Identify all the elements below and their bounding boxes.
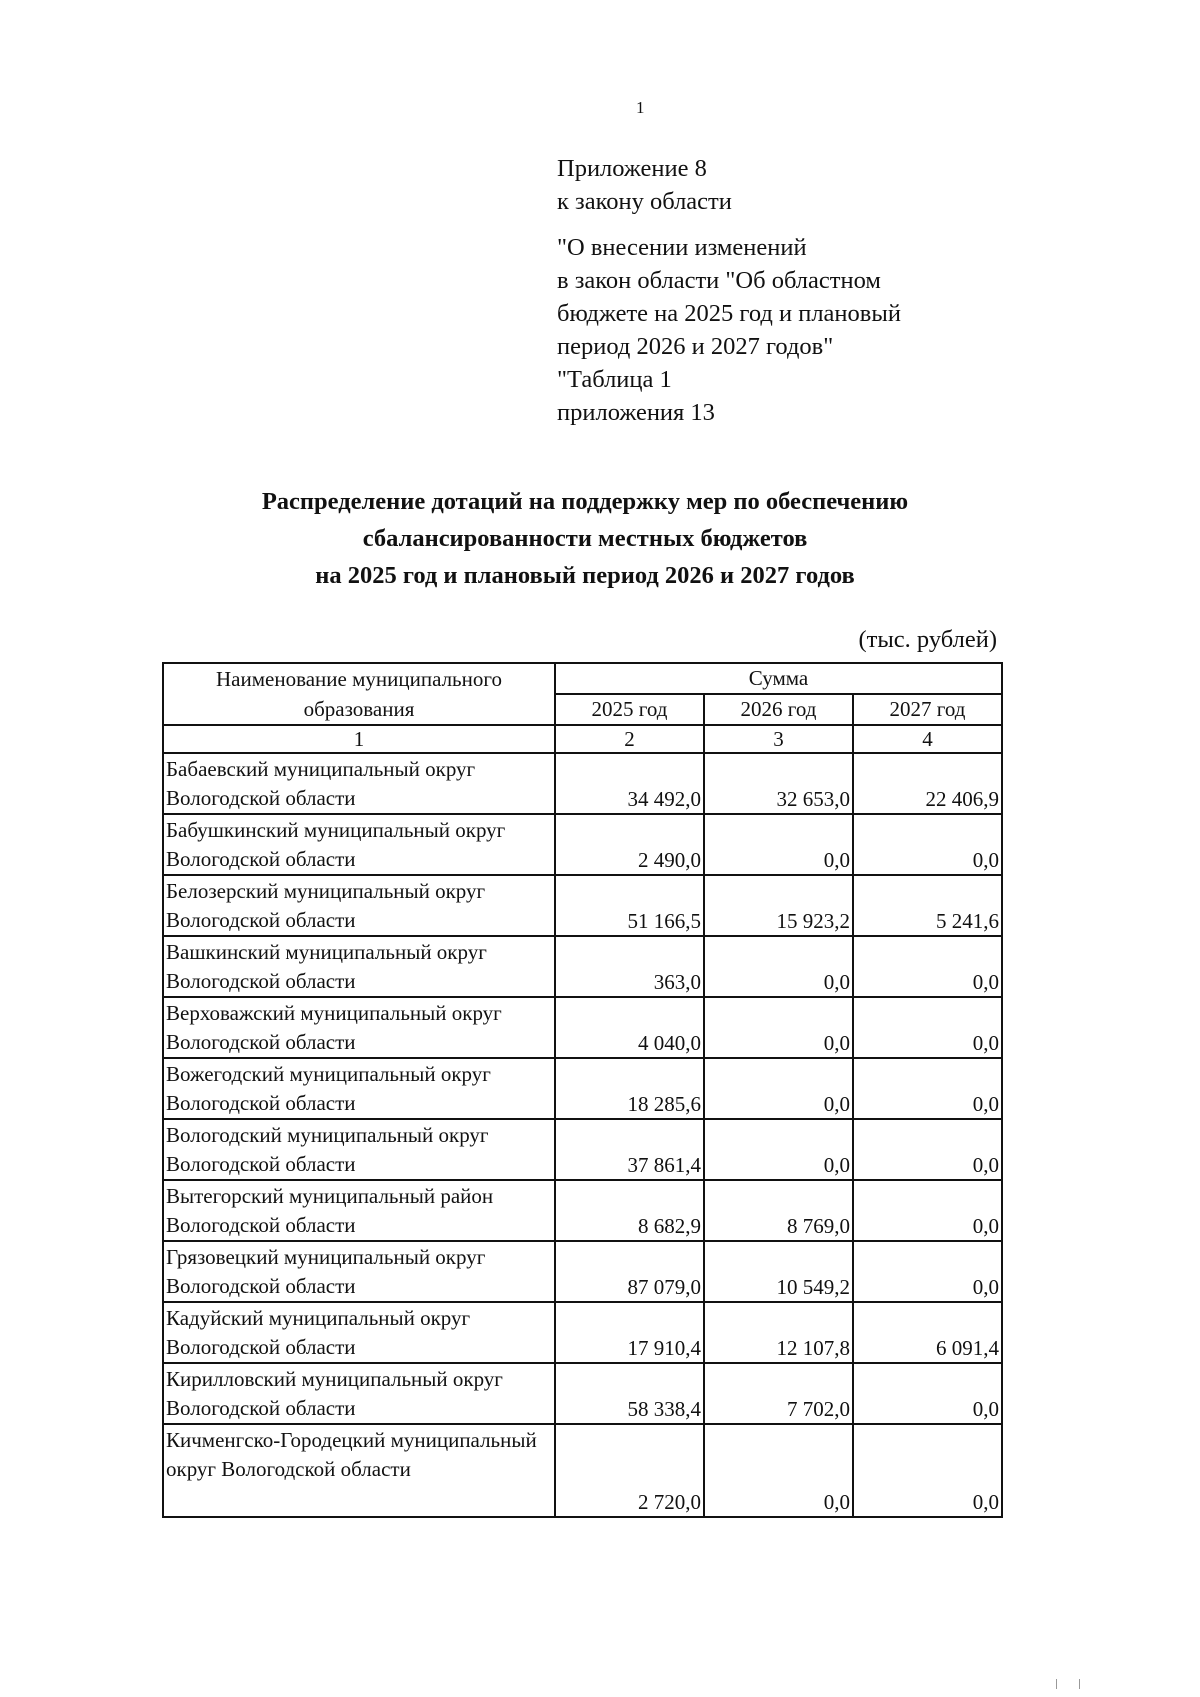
amount-2025: 4 040,0 (555, 997, 704, 1058)
municipality-name: Вашкинский муниципальный округ Вологодской области (163, 936, 555, 997)
amount-2027: 6 091,4 (853, 1302, 1002, 1363)
appendix-line: бюджете на 2025 год и плановый (557, 300, 901, 327)
amount-2025: 363,0 (555, 936, 704, 997)
amount-2025: 2 720,0 (555, 1424, 704, 1517)
amount-2027: 0,0 (853, 1180, 1002, 1241)
table-row (163, 997, 1002, 1058)
table-header-row (163, 663, 1002, 694)
table-row (163, 875, 1002, 936)
amount-2027: 5 241,6 (853, 875, 1002, 936)
amount-2027: 0,0 (853, 1424, 1002, 1517)
table-row (163, 1119, 1002, 1180)
table-row (163, 1058, 1002, 1119)
title-line: сбалансированности местных бюджетов (362, 525, 808, 552)
table-row (163, 1424, 1002, 1517)
municipality-name: Кирилловский муниципальный округ Вологодской области (163, 1363, 555, 1424)
municipality-name: Вытегорский муниципальный район Вологодской области (163, 1180, 555, 1241)
header-year-2026: 2026 год (704, 694, 853, 725)
column-number-row (163, 725, 1002, 753)
amount-2026: 12 107,8 (704, 1302, 853, 1363)
table-row (163, 1241, 1002, 1302)
amount-2026: 0,0 (704, 997, 853, 1058)
appendix-line: к закону области (557, 188, 732, 215)
amount-2026: 15 923,2 (704, 875, 853, 936)
amount-2025: 37 861,4 (555, 1119, 704, 1180)
amount-2027: 0,0 (853, 936, 1002, 997)
appendix-line: в закон области "Об областном (557, 267, 881, 294)
amount-2026: 0,0 (704, 1119, 853, 1180)
amount-2027: 0,0 (853, 997, 1002, 1058)
amount-2025: 87 079,0 (555, 1241, 704, 1302)
header-sum: Сумма (555, 663, 1002, 694)
appendix-header (557, 152, 901, 429)
appendix-line: период 2026 и 2027 годов" (557, 333, 834, 360)
column-number: 4 (853, 725, 1002, 753)
amount-2026: 0,0 (704, 936, 853, 997)
municipality-name: Кадуйский муниципальный округ Вологодской области (163, 1302, 555, 1363)
table-row (163, 1302, 1002, 1363)
amount-2026: 7 702,0 (704, 1363, 853, 1424)
amount-2025: 51 166,5 (555, 875, 704, 936)
page-number: 1 (636, 98, 645, 117)
document-title (0, 483, 1170, 594)
appendix-line: Приложение 8 (557, 155, 707, 182)
amount-2025: 8 682,9 (555, 1180, 704, 1241)
table-row (163, 1180, 1002, 1241)
header-year-2025: 2025 год (555, 694, 704, 725)
municipality-name: Вологодский муниципальный округ Вологодской области (163, 1119, 555, 1180)
amount-2026: 32 653,0 (704, 753, 853, 814)
table-row (163, 814, 1002, 875)
municipality-name: Грязовецкий муниципальный округ Вологодской области (163, 1241, 555, 1302)
table-row (163, 936, 1002, 997)
subsidy-table (162, 662, 1003, 1518)
column-number: 2 (555, 725, 704, 753)
amount-2027: 0,0 (853, 1363, 1002, 1424)
table-row (163, 1363, 1002, 1424)
amount-2027: 0,0 (853, 814, 1002, 875)
amount-2027: 0,0 (853, 1058, 1002, 1119)
municipality-name: Бабушкинский муниципальный округ Вологодской области (163, 814, 555, 875)
column-number: 1 (163, 725, 555, 753)
amount-2025: 17 910,4 (555, 1302, 704, 1363)
amount-2026: 0,0 (704, 1424, 853, 1517)
column-number: 3 (704, 725, 853, 753)
appendix-line: приложения 13 (557, 399, 715, 426)
amount-2026: 8 769,0 (704, 1180, 853, 1241)
municipality-name: Белозерский муниципальный округ Вологодской области (163, 875, 555, 936)
amount-2025: 34 492,0 (555, 753, 704, 814)
units-label: (тыс. рублей) (858, 626, 997, 653)
amount-2026: 0,0 (704, 814, 853, 875)
amount-2025: 58 338,4 (555, 1363, 704, 1424)
municipality-name: Верховажский муниципальный округ Вологодской области (163, 997, 555, 1058)
appendix-line: "Таблица 1 (557, 366, 672, 393)
amount-2026: 0,0 (704, 1058, 853, 1119)
header-year-2027: 2027 год (853, 694, 1002, 725)
municipality-name: Кичменгско-Городецкий муниципальный округ Вологодской области (163, 1424, 555, 1517)
municipality-name: Вожегодский муниципальный округ Вологодской области (163, 1058, 555, 1119)
amount-2027: 0,0 (853, 1241, 1002, 1302)
scan-mark (1056, 1679, 1080, 1689)
header-municipality: Наименование муниципального образования (163, 663, 555, 725)
amount-2026: 10 549,2 (704, 1241, 853, 1302)
amount-2027: 0,0 (853, 1119, 1002, 1180)
amount-2025: 18 285,6 (555, 1058, 704, 1119)
table-row (163, 753, 1002, 814)
amount-2025: 2 490,0 (555, 814, 704, 875)
municipality-name: Бабаевский муниципальный округ Вологодской области (163, 753, 555, 814)
amount-2027: 22 406,9 (853, 753, 1002, 814)
title-line: Распределение дотаций на поддержку мер по обеспечению (261, 488, 909, 515)
title-line: на 2025 год и плановый период 2026 и 2027 годов (315, 562, 855, 589)
appendix-line: "О внесении изменений (557, 234, 807, 261)
